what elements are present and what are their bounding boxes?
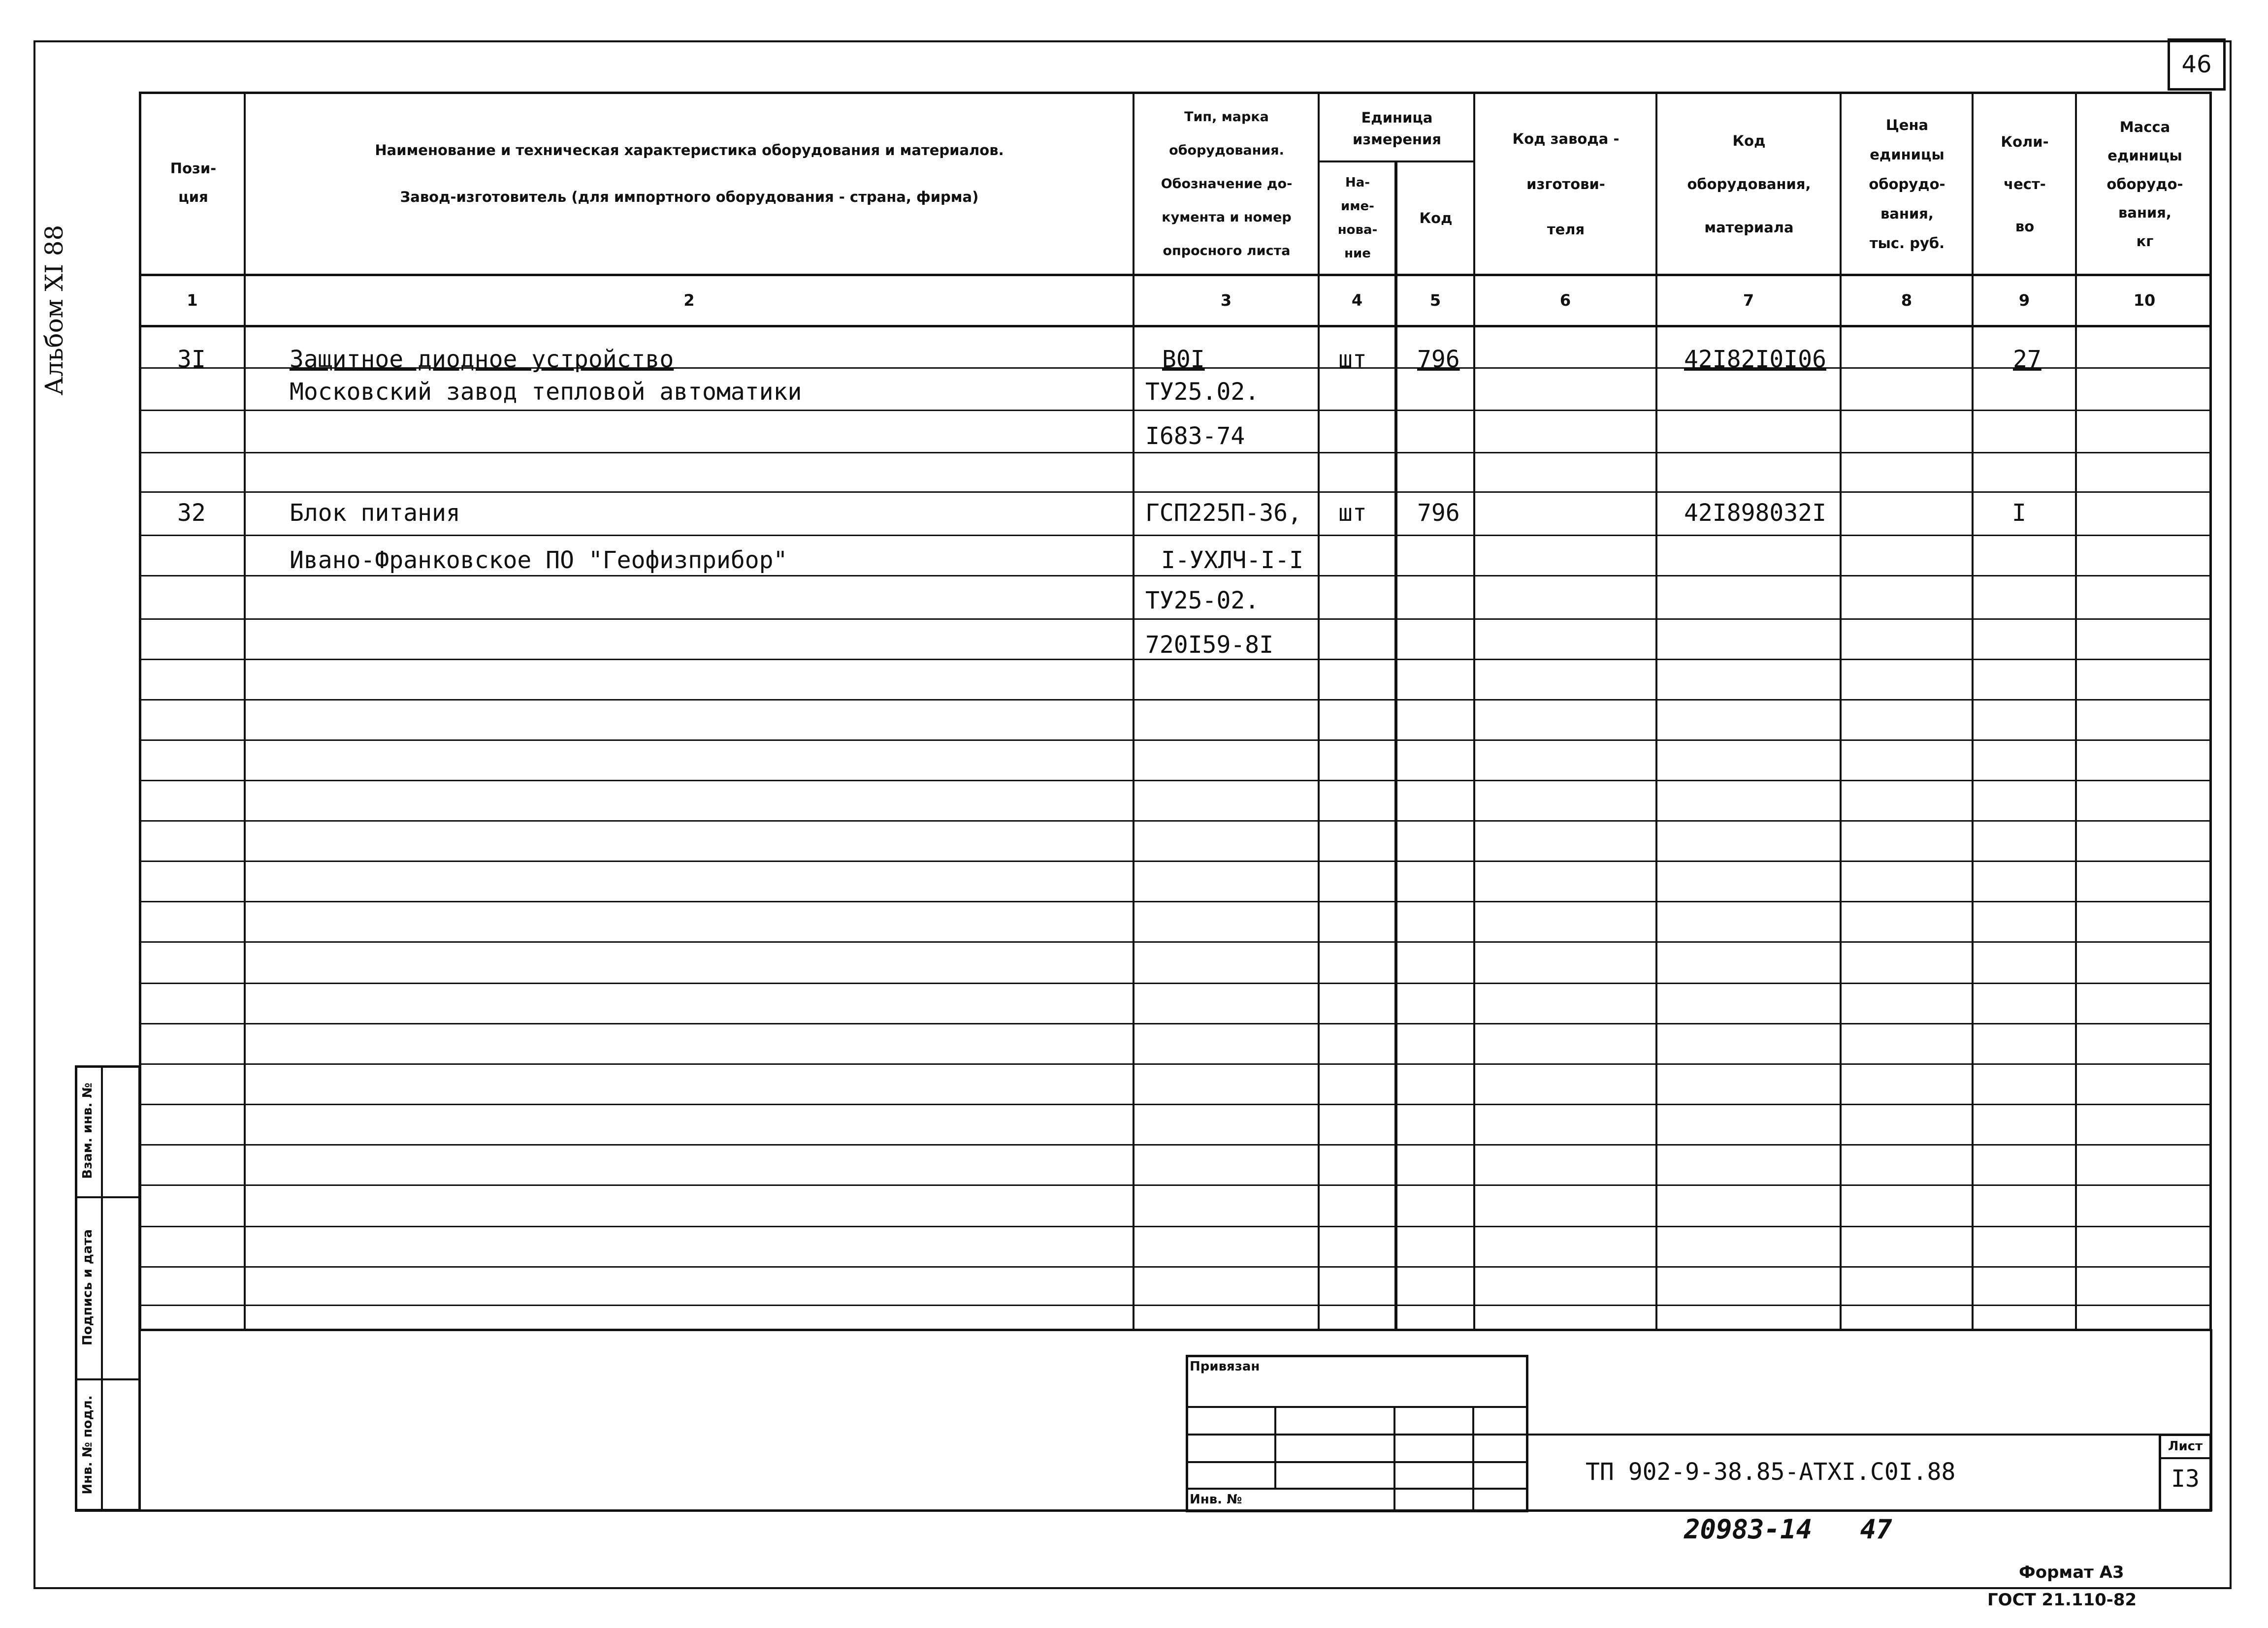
list-label: Лист bbox=[2168, 1439, 2203, 1454]
side-stamp-line-2 bbox=[75, 1378, 141, 1380]
table-row-line bbox=[139, 861, 2212, 862]
header-unit-group: Единица измерения bbox=[1353, 109, 1441, 148]
row-31-material-code: 42I82I0I06 bbox=[1684, 346, 1826, 373]
table-row-line bbox=[139, 739, 2212, 741]
row-31-quantity: 27 bbox=[2013, 346, 2041, 373]
row-32-quantity: I bbox=[2012, 499, 2026, 527]
table-row-line bbox=[139, 535, 2212, 536]
list-number: I3 bbox=[2171, 1465, 2200, 1493]
row-32-spec-3: 720I59-8I bbox=[1145, 631, 1274, 659]
row-31-unit: шт bbox=[1338, 346, 1367, 373]
sheet-number: 46 bbox=[2181, 51, 2212, 78]
table-row-line bbox=[139, 1023, 2212, 1024]
colnum-5: 5 bbox=[1429, 291, 1441, 310]
table-row-line bbox=[139, 491, 2212, 493]
header-type: Тип, марка оборудования. Обозначение до- кумента и номер опросного листа bbox=[1161, 109, 1293, 258]
colnum-10: 10 bbox=[2133, 291, 2156, 310]
col-line-4 bbox=[1394, 160, 1397, 1331]
table-row-line bbox=[139, 1063, 2212, 1065]
row-32-material-code: 42I898032I bbox=[1684, 499, 1826, 527]
header-position: Пози- ция bbox=[170, 160, 217, 205]
header-quantity: Коли- чест- во bbox=[2001, 133, 2049, 235]
row-31-spec-2: I683-74 bbox=[1145, 422, 1245, 450]
gost-label: ГОСТ 21.110-82 bbox=[1987, 1590, 2137, 1610]
row-31-spec-1: ТУ25.02. bbox=[1145, 378, 1260, 406]
colnum-7: 7 bbox=[1743, 291, 1754, 310]
table-row-line bbox=[139, 1226, 2212, 1227]
table-row-line bbox=[139, 1305, 2212, 1306]
number-row-bottom-line bbox=[139, 325, 2212, 327]
row-32-name: Блок питания bbox=[290, 499, 460, 527]
handwritten-number: 20983-14 47 bbox=[1684, 1514, 1892, 1545]
row-32-spec-1: I-УХЛЧ-I-I bbox=[1161, 546, 1303, 574]
title-block-doc-code: ТП 902-9-38.85-АТХI.С0I.88 bbox=[1586, 1458, 1956, 1486]
table-row-line bbox=[139, 901, 2212, 902]
table-row-line bbox=[139, 941, 2212, 943]
outer-frame-bottom bbox=[33, 1587, 2231, 1589]
colnum-6: 6 bbox=[1559, 291, 1571, 310]
row-31-type: B0I bbox=[1162, 346, 1205, 373]
side-stamp-inv-vzam: Взам. инв. № bbox=[80, 1083, 95, 1179]
header-unit-code: Код bbox=[1419, 210, 1453, 226]
table-row-line bbox=[139, 1184, 2212, 1186]
row-32-manufacturer: Ивано-Франковское ПО "Геофизприбор" bbox=[290, 546, 788, 574]
binding-stamp-col-3 bbox=[1472, 1406, 1474, 1511]
row-31-unit-code: 796 bbox=[1417, 346, 1460, 373]
row-32-spec-2: ТУ25-02. bbox=[1145, 587, 1260, 614]
colnum-3: 3 bbox=[1220, 291, 1232, 310]
binding-stamp-col-2 bbox=[1393, 1406, 1395, 1511]
colnum-9: 9 bbox=[2018, 291, 2030, 310]
table-row-line bbox=[139, 1144, 2212, 1146]
header-mass: Масса единицы оборудо- вания, кг bbox=[2106, 118, 2183, 250]
row-32-unit-code: 796 bbox=[1417, 499, 1460, 527]
binding-stamp-line-1 bbox=[1186, 1406, 1528, 1408]
table-row-line bbox=[139, 820, 2212, 822]
table-row-line bbox=[139, 1104, 2212, 1105]
header-name-line1: Наименование и техническая характеристика оборудования и материалов. bbox=[375, 142, 1004, 159]
row-31-manufacturer: Московский завод тепловой автоматики bbox=[290, 378, 802, 406]
header-price: Цена единицы оборудо- вания, тыс. руб. bbox=[1869, 116, 1945, 252]
row-32-type: ГСП225П-36, bbox=[1145, 499, 1302, 527]
table-row-line bbox=[139, 1266, 2212, 1268]
table-row-line bbox=[139, 780, 2212, 781]
side-stamp-inv-podl: Инв. № подл. bbox=[80, 1395, 95, 1495]
header-name-line2: Завод-изготовитель (для импортного оборудования - страна, фирма) bbox=[400, 189, 979, 205]
header-unit-name: На- име- нова- ние bbox=[1337, 175, 1378, 261]
row-31-name: Защитное диодное устройство bbox=[290, 346, 674, 373]
format-label: Формат А3 bbox=[2019, 1563, 2124, 1582]
outer-frame-left bbox=[33, 40, 35, 1589]
binding-stamp-inv-label: Инв. № bbox=[1190, 1492, 1242, 1507]
binding-stamp-title: Привязан bbox=[1190, 1359, 1260, 1374]
title-block-top-line bbox=[1526, 1434, 2212, 1436]
colnum-8: 8 bbox=[1901, 291, 1912, 310]
header-material-code: Код оборудования, материала bbox=[1687, 132, 1811, 236]
table-row-line bbox=[139, 699, 2212, 701]
colnum-4: 4 bbox=[1351, 291, 1363, 310]
row-32-unit: шт bbox=[1338, 499, 1367, 527]
lower-frame-bottom bbox=[75, 1509, 2212, 1512]
binding-stamp-col-1 bbox=[1274, 1406, 1276, 1488]
colnum-2: 2 bbox=[683, 291, 695, 310]
header-factory-code: Код завода - изготови- теля bbox=[1512, 130, 1620, 238]
side-stamp-line-1 bbox=[75, 1196, 141, 1198]
table-row-line bbox=[139, 983, 2212, 984]
outer-frame-top bbox=[34, 40, 2231, 42]
binding-stamp-line-2 bbox=[1186, 1434, 1528, 1436]
colnum-1: 1 bbox=[187, 291, 198, 310]
outer-frame-right bbox=[2230, 40, 2232, 1589]
binding-stamp-line-3 bbox=[1186, 1461, 1528, 1463]
row-32-position: 32 bbox=[177, 499, 206, 527]
album-label: Альбом XI 88 bbox=[40, 224, 68, 396]
side-stamp-sign-date: Подпись и дата bbox=[80, 1229, 95, 1346]
side-stamp-divider bbox=[101, 1065, 103, 1511]
row-31-position: 3I bbox=[177, 346, 206, 373]
